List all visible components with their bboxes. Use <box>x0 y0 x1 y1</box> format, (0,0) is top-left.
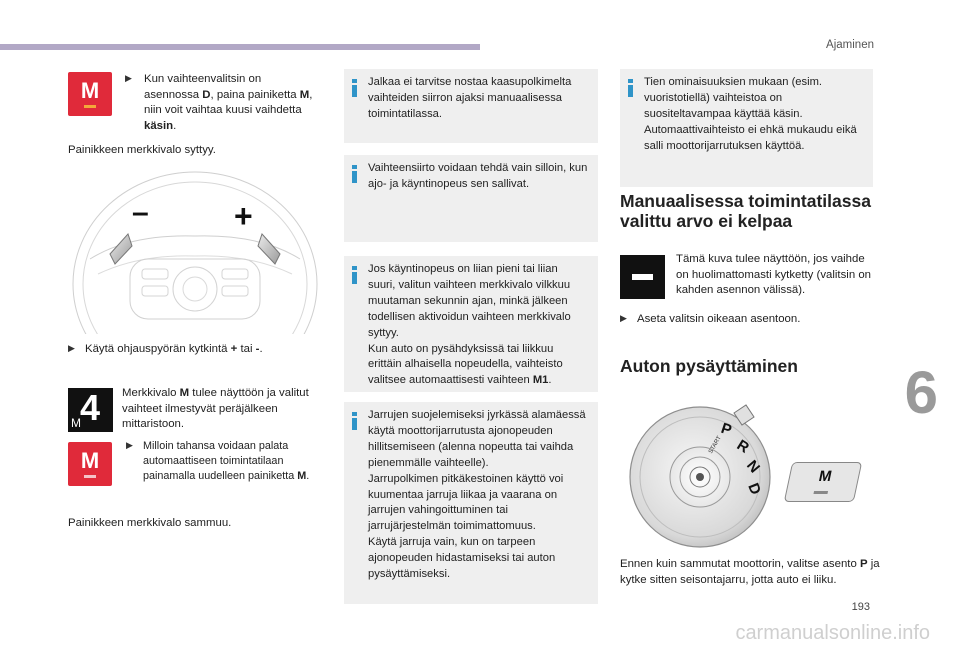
plus-symbol: + <box>234 198 253 234</box>
info-icon <box>352 165 357 181</box>
dial-d-label: D <box>744 480 765 498</box>
watermark: carmanualsonline.info <box>735 622 930 644</box>
info-note-4: Jarrujen suojelemiseksi jyrkässä alamäessä käytä moottorijarrutusta ajonopeuden hillitsemiseen (alenna nopeutta tai vaihda pienemmälle vaihteelle). Jarrupolkimen pitkäkestoinen käyttö voi kuumentaa jarruja liikaa ja vaarana on jarrujen vahingoittuminen tai jarrujärjestelmän toimimattomuus. Käytä jarruja vain, kun on tarpeen ajonopeuden hidastamiseksi tai auton pysäyttämiseksi. <box>344 402 598 604</box>
chapter-number: 6 <box>904 359 938 426</box>
info-icon <box>352 79 357 95</box>
info-icon <box>352 412 357 428</box>
top-bar <box>0 44 480 50</box>
invalid-gear-icon <box>620 255 665 299</box>
step-manual-mode: ▶ Kun vaihteenvalitsin on asennossa D, paina painiketta M, niin voit vaihtaa kuusi vaihdetta käsin. <box>125 73 313 133</box>
left-paddle <box>110 234 132 264</box>
dial-p-label: P <box>718 419 734 440</box>
bullet-arrow-icon: ▶ <box>125 73 132 83</box>
info-note-2: Vaihteensiirto voidaan tehdä vain silloin, kun ajo- ja käyntinopeus sen sallivat. <box>344 155 598 242</box>
info-note-3: Jos käyntinopeus on liian pieni tai liian suuri, valitun vaihteen merkkivalo vilkkuu muutaman sekunnin ajan, minkä jälkeen todellisen aktivoidun vaihteen merkkivalo syttyy. Kun auto on pysähdyksissä tai liikkuu erittäin alhaisella nopeudella, vaihteisto valitsee automaattisesti vaihteen M1. <box>344 256 598 392</box>
right-paddle <box>258 234 280 264</box>
step-use-paddles: ▶ Käytä ohjauspyörän kytkintä + tai -. <box>68 343 263 355</box>
info-note-5: Tien ominaisuuksien mukaan (esim. vuoristotiellä) vaihteistoa on suositeltavampaa käyttää käsin. Automaattivaihteisto ei ehkä mukaudu eikä salli moottorijarrutuksen käyttöä. <box>620 69 873 187</box>
dial-start-label: START <box>708 435 723 455</box>
info-icon <box>628 79 633 95</box>
step-return-auto: ▶ Milloin tahansa voidaan palata automaattiseen toimintatilaan painamalla uudelleen painiketta M. <box>126 440 310 482</box>
indicator-on-text: Painikkeen merkkivalo syttyy. <box>68 144 216 156</box>
minus-symbol: – <box>132 196 149 229</box>
gear-selector-dial <box>620 395 870 555</box>
page-number: 193 <box>851 601 870 613</box>
dial-r-label: R <box>733 436 752 457</box>
invalid-gear-text: Tämä kuva tulee näyttöön, jos vaihde on huolimattomasti kytketty (valitsin on kahden asennon välissä). <box>676 253 871 297</box>
info-icon <box>352 266 357 282</box>
gear-display-icon: 4 M <box>68 388 113 432</box>
step-set-selector: ▶ Aseta valitsin oikeaan asentoon. <box>620 313 801 325</box>
bullet-arrow-icon: ▶ <box>126 440 133 450</box>
indicator-off-text: Painikkeen merkkivalo sammuu. <box>68 517 232 529</box>
steering-wheel-illustration <box>70 164 320 334</box>
info-note-1: Jalkaa ei tarvitse nostaa kaasupolkimelta vaihteiden siirron ajaksi manuaalisessa toimintatilassa. <box>344 69 598 143</box>
heading-invalid-gear: Manuaalisessa toimintatilassa valittu arvo ei kelpaa <box>620 191 871 231</box>
m-button-icon: M <box>68 72 112 116</box>
m-button-icon: M <box>68 442 112 486</box>
stopping-text: Ennen kuin sammutat moottorin, valitse asento P ja kytke sitten seisontajarru, jotta auto ei liiku. <box>620 558 880 586</box>
m-button-icon: M <box>784 462 863 502</box>
heading-stopping: Auton pysäyttäminen <box>620 356 798 376</box>
bullet-arrow-icon: ▶ <box>620 313 627 323</box>
display-description: Merkkivalo M tulee näyttöön ja valitut vaihteet ilmestyvät peräjälkeen mittaristoon. <box>122 387 309 431</box>
dial-n-label: N <box>743 457 764 477</box>
section-label: Ajaminen <box>826 39 874 51</box>
bullet-arrow-icon: ▶ <box>68 343 75 353</box>
